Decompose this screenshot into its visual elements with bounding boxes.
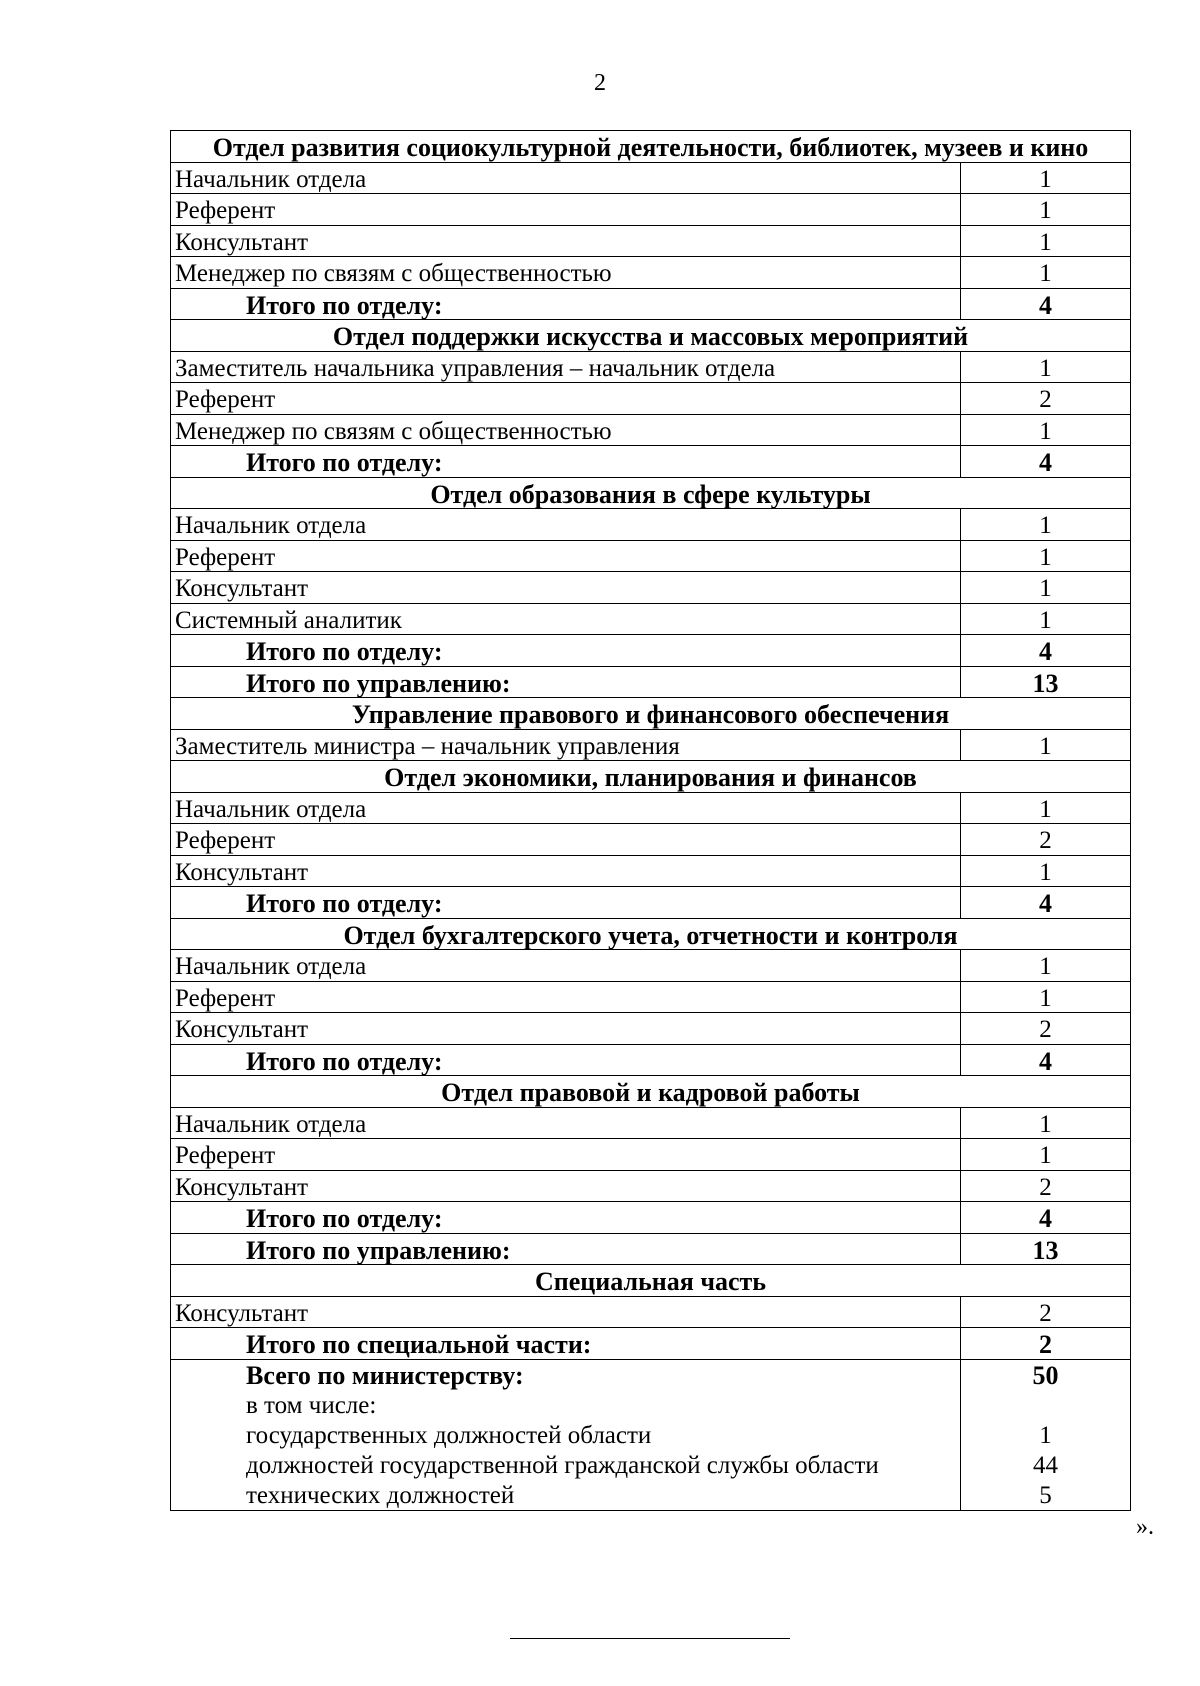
position-count: 2 bbox=[961, 383, 1131, 415]
section-title: Отдел образования в сфере культуры bbox=[171, 477, 1131, 509]
grand-total-breakdown-row bbox=[171, 1390, 1131, 1420]
subtotal-row bbox=[171, 635, 1131, 667]
position-name: Референт bbox=[171, 981, 961, 1013]
position-count: 1 bbox=[961, 509, 1131, 541]
subtotal-count: 4 bbox=[961, 446, 1131, 478]
position-name: Начальник отдела bbox=[171, 162, 961, 194]
position-row bbox=[171, 572, 1131, 604]
breakdown-count: 1 bbox=[961, 1420, 1131, 1450]
subtotal-label: Итого по отделу: bbox=[171, 635, 961, 667]
subtotal-row bbox=[171, 446, 1131, 478]
position-row bbox=[171, 1139, 1131, 1171]
position-name: Начальник отдела bbox=[171, 792, 961, 824]
breakdown-label: в том числе: bbox=[171, 1390, 961, 1420]
grand-total-count: 50 bbox=[961, 1359, 1131, 1390]
position-name: Консультант bbox=[171, 572, 961, 604]
section-title: Специальная часть bbox=[171, 1265, 1131, 1297]
breakdown-count bbox=[961, 1390, 1131, 1420]
position-row bbox=[171, 1013, 1131, 1045]
position-count: 1 bbox=[961, 603, 1131, 635]
staffing-table bbox=[170, 130, 1131, 1511]
position-name: Референт bbox=[171, 1139, 961, 1171]
section-header-row bbox=[171, 131, 1131, 163]
position-name: Референт bbox=[171, 824, 961, 856]
position-name: Заместитель министра – начальник управления bbox=[171, 729, 961, 761]
subtotal-row bbox=[171, 288, 1131, 320]
subtotal-label: Итого по отделу: bbox=[171, 887, 961, 919]
position-row bbox=[171, 383, 1131, 415]
section-title: Отдел правовой и кадровой работы bbox=[171, 1076, 1131, 1108]
subtotal-row bbox=[171, 1044, 1131, 1076]
breakdown-label: государственных должностей области bbox=[171, 1420, 961, 1450]
page-number: 2 bbox=[594, 70, 606, 96]
position-count: 1 bbox=[961, 855, 1131, 887]
section-header-row bbox=[171, 1076, 1131, 1108]
position-count: 1 bbox=[961, 950, 1131, 982]
subtotal-label: Итого по управлению: bbox=[171, 666, 961, 698]
subtotal-label: Итого по управлению: bbox=[171, 1233, 961, 1265]
position-count: 1 bbox=[961, 194, 1131, 226]
position-row bbox=[171, 792, 1131, 824]
position-row bbox=[171, 1296, 1131, 1328]
position-name: Консультант bbox=[171, 1170, 961, 1202]
subtotal-count: 4 bbox=[961, 887, 1131, 919]
section-header-row bbox=[171, 320, 1131, 352]
subtotal-label: Итого по отделу: bbox=[171, 1044, 961, 1076]
subtotal-count: 2 bbox=[961, 1328, 1131, 1360]
position-name: Начальник отдела bbox=[171, 509, 961, 541]
grand-total-breakdown-row bbox=[171, 1480, 1131, 1511]
section-header-row bbox=[171, 761, 1131, 793]
breakdown-label: технических должностей bbox=[171, 1480, 961, 1511]
closing-quote: ». bbox=[1136, 1514, 1154, 1540]
position-name: Референт bbox=[171, 540, 961, 572]
position-count: 1 bbox=[961, 225, 1131, 257]
position-count: 1 bbox=[961, 351, 1131, 383]
section-header-row bbox=[171, 477, 1131, 509]
subtotal-row bbox=[171, 1233, 1131, 1265]
position-name: Менеджер по связям с общественностью bbox=[171, 257, 961, 289]
position-row bbox=[171, 1170, 1131, 1202]
position-row bbox=[171, 855, 1131, 887]
position-row bbox=[171, 257, 1131, 289]
position-count: 2 bbox=[961, 824, 1131, 856]
position-name: Референт bbox=[171, 194, 961, 226]
position-name: Системный аналитик bbox=[171, 603, 961, 635]
position-row bbox=[171, 414, 1131, 446]
section-title: Отдел бухгалтерского учета, отчетности и контроля bbox=[171, 918, 1131, 950]
subtotal-count: 13 bbox=[961, 666, 1131, 698]
position-count: 1 bbox=[961, 257, 1131, 289]
subtotal-count: 4 bbox=[961, 1044, 1131, 1076]
position-count: 1 bbox=[961, 162, 1131, 194]
subtotal-count: 13 bbox=[961, 1233, 1131, 1265]
position-row bbox=[171, 1107, 1131, 1139]
subtotal-label: Итого по специальной части: bbox=[171, 1328, 961, 1360]
breakdown-count: 5 bbox=[961, 1480, 1131, 1511]
grand-total-breakdown-row bbox=[171, 1450, 1131, 1480]
position-name: Консультант bbox=[171, 855, 961, 887]
staffing-table-body bbox=[171, 131, 1131, 1511]
position-count: 1 bbox=[961, 1107, 1131, 1139]
subtotal-row bbox=[171, 887, 1131, 919]
position-row bbox=[171, 509, 1131, 541]
position-count: 1 bbox=[961, 729, 1131, 761]
position-row bbox=[171, 981, 1131, 1013]
grand-total-label: Всего по министерству: bbox=[171, 1359, 961, 1390]
subtotal-label: Итого по отделу: bbox=[171, 446, 961, 478]
section-header-row bbox=[171, 1265, 1131, 1297]
position-row bbox=[171, 950, 1131, 982]
position-name: Менеджер по связям с общественностью bbox=[171, 414, 961, 446]
position-name: Начальник отдела bbox=[171, 950, 961, 982]
position-count: 1 bbox=[961, 414, 1131, 446]
position-row bbox=[171, 194, 1131, 226]
position-count: 1 bbox=[961, 1139, 1131, 1171]
position-name: Начальник отдела bbox=[171, 1107, 961, 1139]
position-count: 1 bbox=[961, 540, 1131, 572]
position-name: Заместитель начальника управления – начальник отдела bbox=[171, 351, 961, 383]
subtotal-row bbox=[171, 1328, 1131, 1360]
subtotal-count: 4 bbox=[961, 635, 1131, 667]
section-title: Отдел поддержки искусства и массовых мероприятий bbox=[171, 320, 1131, 352]
section-title: Управление правового и финансового обеспечения bbox=[171, 698, 1131, 730]
position-name: Референт bbox=[171, 383, 961, 415]
subtotal-label: Итого по отделу: bbox=[171, 1202, 961, 1234]
position-name: Консультант bbox=[171, 1296, 961, 1328]
position-row bbox=[171, 540, 1131, 572]
section-title: Отдел экономики, планирования и финансов bbox=[171, 761, 1131, 793]
footer-rule bbox=[510, 1638, 790, 1639]
section-title: Отдел развития социокультурной деятельности, библиотек, музеев и кино bbox=[171, 131, 1131, 163]
position-name: Консультант bbox=[171, 225, 961, 257]
subtotal-count: 4 bbox=[961, 1202, 1131, 1234]
position-count: 2 bbox=[961, 1296, 1131, 1328]
position-count: 1 bbox=[961, 572, 1131, 604]
position-count: 2 bbox=[961, 1013, 1131, 1045]
position-count: 2 bbox=[961, 1170, 1131, 1202]
position-row bbox=[171, 824, 1131, 856]
position-row bbox=[171, 162, 1131, 194]
subtotal-label: Итого по отделу: bbox=[171, 288, 961, 320]
section-header-row bbox=[171, 918, 1131, 950]
position-row bbox=[171, 603, 1131, 635]
position-row bbox=[171, 351, 1131, 383]
section-header-row bbox=[171, 698, 1131, 730]
position-count: 1 bbox=[961, 792, 1131, 824]
grand-total-breakdown-row bbox=[171, 1420, 1131, 1450]
breakdown-label: должностей государственной гражданской службы области bbox=[171, 1450, 961, 1480]
position-name: Консультант bbox=[171, 1013, 961, 1045]
grand-total-row bbox=[171, 1359, 1131, 1390]
subtotal-row bbox=[171, 1202, 1131, 1234]
position-row bbox=[171, 225, 1131, 257]
breakdown-count: 44 bbox=[961, 1450, 1131, 1480]
position-row bbox=[171, 729, 1131, 761]
subtotal-count: 4 bbox=[961, 288, 1131, 320]
position-count: 1 bbox=[961, 981, 1131, 1013]
subtotal-row bbox=[171, 666, 1131, 698]
